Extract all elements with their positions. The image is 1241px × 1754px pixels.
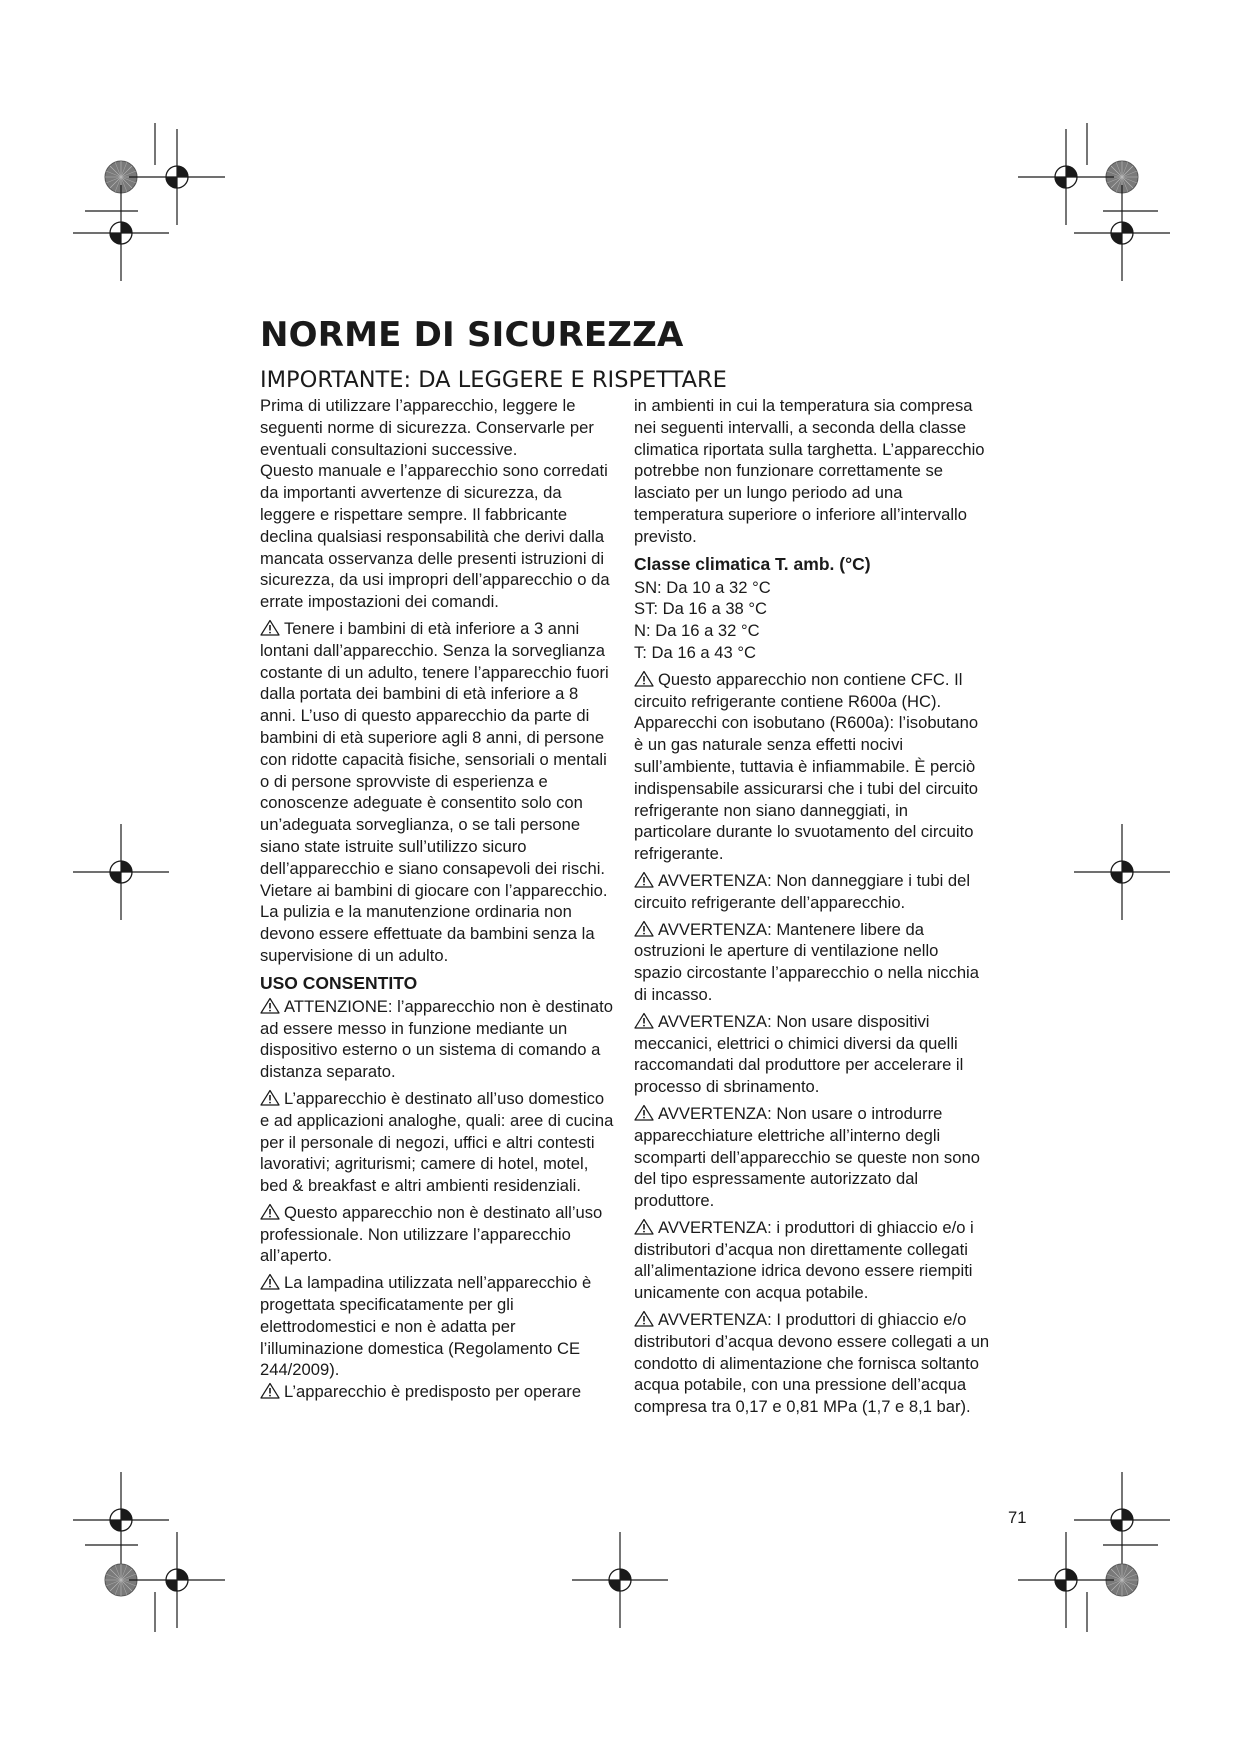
warning-triangle-icon: [634, 1012, 654, 1029]
warning-triangle-icon: [634, 1218, 654, 1235]
not-professional-notice: [260, 1202, 616, 1267]
warning-defrost-text: AVVERTENZA: Non usare dispositivi meccanici, elettrici o chimici diversi da quelli raccomandati dal produttore per accelerare il processo di sbrinamento.: [634, 1011, 964, 1097]
warning-triangle-icon: [634, 1104, 654, 1121]
children-warning: [260, 618, 616, 967]
operating-environment-text: L’apparecchio è predisposto per operare: [284, 1382, 582, 1402]
cfc-notice: [634, 669, 990, 713]
page-subtitle: IMPORTANTE: DA LEGGERE E RISPETTARE: [260, 367, 727, 393]
warning-triangle-icon: [260, 619, 280, 636]
climate-class-n: N: Da 16 a 32 °C: [634, 621, 760, 641]
attention-warning: [260, 996, 616, 1083]
warning-electrical-text: AVVERTENZA: Non usare o introdurre apparecchiature elettriche all’interno degli scomparti dell’apparecchio se queste non sono del tipo espressamente autorizzato dal produttore.: [634, 1103, 980, 1211]
warning-triangle-icon: [634, 920, 654, 937]
not-professional-text: Questo apparecchio non è destinato all’uso professionale. Non utilizzare l’apparecchio all’aperto.: [260, 1202, 603, 1266]
page-title: NORME DI SICUREZZA: [260, 315, 684, 355]
warning-ice-makers-potable-text: AVVERTENZA: i produttori di ghiaccio e/o i distributori d’acqua non direttamente collegati all’alimentazione idrica devono essere riempiti unicamente con acqua potabile.: [634, 1217, 974, 1303]
warning-ventilation-text: AVVERTENZA: Mantenere libere da ostruzioni le aperture di ventilazione nello spazio circostante l’apparecchio o nella nicchia di incasso.: [634, 919, 979, 1004]
isobutane-paragraph: Apparecchi con isobutano (R600a): l’isobutano è un gas naturale senza effetti nocivi sull’ambiente, tuttavia è infiammabile. È perciò indispensabile assicurarsi che i tubi del circuito refrigerante non siano danneggiati, in particolare durante lo svuotamento del circuito refrigerante.: [634, 713, 979, 864]
warning-triangle-icon: [260, 1382, 280, 1399]
warning-ventilation: [634, 919, 990, 1006]
intro-paragraph: Prima di utilizzare l’apparecchio, leggere le seguenti norme di sicurezza. Conservarle per eventuali consultazioni successive.: [260, 396, 594, 459]
attention-text: ATTENZIONE: l’apparecchio non è destinato ad essere messo in funzione mediante un dispositivo esterno o un sistema di comando a distanza separato.: [260, 996, 613, 1082]
warning-triangle-icon: [260, 1273, 280, 1290]
warning-triangle-icon: [634, 1310, 654, 1327]
warning-pipes: [634, 870, 990, 914]
climate-class-t: T: Da 16 a 43 °C: [634, 642, 756, 662]
warning-ice-makers-pressure: [634, 1309, 990, 1418]
warning-defrost: [634, 1011, 990, 1098]
page-number: 71: [1008, 1508, 1027, 1527]
lamp-notice: [260, 1272, 616, 1381]
warning-ice-makers-pressure-text: AVVERTENZA: I produttori di ghiaccio e/o distributori d’acqua devono essere collegati a un condotto di alimentazione che fornisca soltanto acqua potabile, con una pressione dell’acqua compresa tra 0,17 e 0,81 MPa (1,7 e 8,1 bar).: [634, 1310, 990, 1417]
cfc-text: Questo apparecchio non contiene CFC. Il circuito refrigerante contiene R600a (HC).: [634, 669, 963, 711]
climate-class-heading: Classe climatica T. amb. (°C): [634, 553, 871, 574]
warning-electrical: [634, 1103, 990, 1212]
climate-class-st: ST: Da 16 a 38 °C: [634, 599, 768, 619]
operating-environment-notice: [260, 1381, 616, 1403]
warning-ice-makers-potable: [634, 1217, 990, 1304]
climate-class-sn: SN: Da 10 a 32 °C: [634, 577, 771, 597]
responsibility-paragraph: Questo manuale e l’apparecchio sono corredati da importanti avvertenze di sicurezza, da leggere e rispettare sempre. Il fabbricante declina qualsiasi responsabilità che derivi dalla mancata osservanza delle presenti istruzioni di sicurezza, da usi impropri dell’apparecchio o da errate impostazioni dei comandi.: [260, 461, 610, 612]
warning-triangle-icon: [260, 1089, 280, 1106]
warning-triangle-icon: [634, 670, 654, 687]
section-heading-uso-consentito: USO CONSENTITO: [260, 972, 418, 993]
warning-triangle-icon: [260, 1203, 280, 1220]
operating-environment-continued: in ambienti in cui la temperatura sia compresa nei seguenti intervalli, a seconda della classe climatica riportata sulla targhetta. L’apparecchio potrebbe non funzionare correttamente se lasciato per un lungo periodo ad una temperatura superiore o inferiore all’intervallo previsto.: [634, 396, 985, 546]
warning-pipes-text: AVVERTENZA: Non danneggiare i tubi del circuito refrigerante dell’apparecchio.: [634, 870, 971, 912]
left-column: [260, 395, 616, 1408]
warning-triangle-icon: [260, 997, 280, 1014]
domestic-use-text: L’apparecchio è destinato all’uso domestico e ad applicazioni analoghe, quali: aree di cucina per il personale di negozi, uffici e altri contesti lavorativi; agriturismi; camere di hotel, motel, bed & breakfast e altri ambienti residenziali.: [260, 1088, 614, 1196]
lamp-text: La lampadina utilizzata nell’apparecchio è progettata specificatamente per gli elettrodomestici e non è adatta per l’illuminazione domestica (Regolamento CE 244/2009).: [260, 1273, 592, 1380]
right-column: [634, 395, 990, 1423]
warning-triangle-icon: [634, 871, 654, 888]
domestic-use-notice: [260, 1088, 616, 1197]
children-warning-text: Tenere i bambini di età inferiore a 3 anni lontani dall’apparecchio. Senza la sorveglianza costante di un adulto, tenere l’apparecchio fuori dalla portata dei bambini di età inferiore a 8 anni. L’uso di questo apparecchio da parte di bambini di età superiore agli 8 anni, di persone con ridotte capacità fisiche, sensoriali o mentali o di persone sprovviste di esperienza e conoscenze adeguate è consentito solo con un’adeguata sorveglianza, o se tali persone siano state istruite sull’utilizzo sicuro dell’apparecchio e siano consapevoli dei rischi. Vietare ai bambini di giocare con l’apparecchio. La pulizia e la manutenzione ordinaria non devono essere effettuate da bambini senza la supervisione di un adulto.: [260, 618, 609, 965]
